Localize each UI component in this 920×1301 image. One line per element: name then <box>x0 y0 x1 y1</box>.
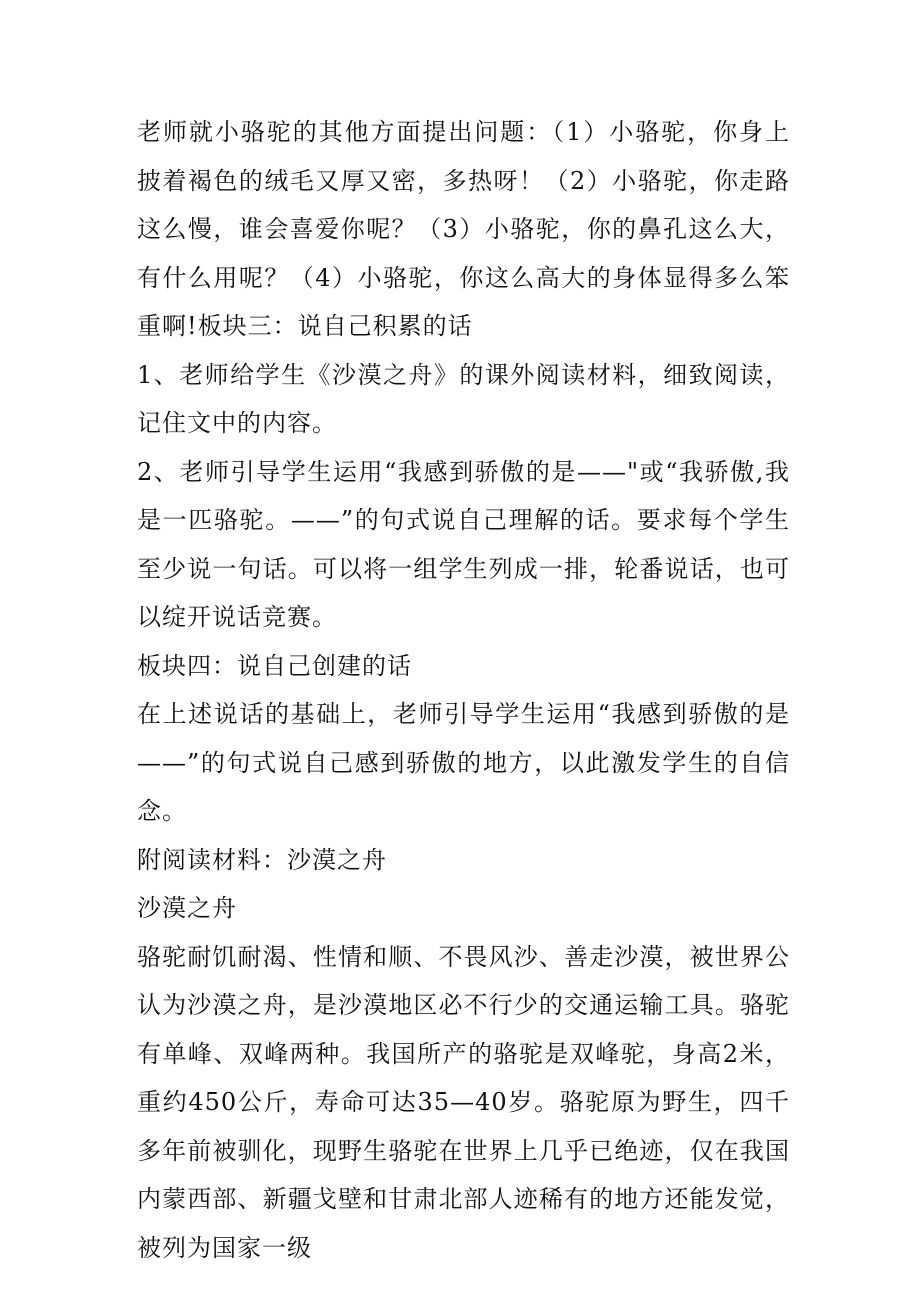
paragraph-step-2: 2、老师引导学生运用“我感到骄傲的是——"或“我骄傲,我是一匹骆驼。——”的句式说自己理解的话。要求每个学生至少说一句话。可以将一组学生列成一排，轮番说话，也可以绽开说话竞赛。 <box>137 457 790 631</box>
paragraph-questions: 老师就小骆驼的其他方面提出问题：（1）小骆驼，你身上披着褐色的绒毛又厚又密，多热呀！（2）小骆驼，你走路这么慢，谁会喜爱你呢？（3）小骆驼，你的鼻孔这么大，有什么用呢？（4）小骆驼，你这么高大的身体显得多么笨重啊!板块三：说自己积累的话 <box>137 118 790 340</box>
paragraph-step-1: 1、老师给学生《沙漠之舟》的课外阅读材料，细致阅读，记住文中的内容。 <box>137 360 790 437</box>
reading-body: 骆驼耐饥耐渴、性情和顺、不畏风沙、善走沙漠，被世界公认为沙漠之舟，是沙漠地区必不行少的交通运输工具。骆驼有单峰、双峰两种。我国所产的骆驼是双峰驼，身高2米，重约450公斤，寿命可达35—40岁。骆驼原为野生，四千多年前被驯化，现野生骆驼在世界上几乎已绝迹，仅在我国内蒙西部、新疆戈壁和甘肃北部人迹稀有的地方还能发觉，被列为国家一级 <box>137 942 790 1262</box>
paragraph-block-four: 在上述说话的基础上，老师引导学生运用“我感到骄傲的是——”的句式说自己感到骄傲的地方，以此激发学生的自信念。 <box>137 700 790 825</box>
reading-title: 沙漠之舟 <box>137 894 237 922</box>
section-heading-block-four: 板块四：说自己创建的话 <box>137 651 412 680</box>
appendix-heading: 附阅读材料：沙漠之舟 <box>137 845 387 874</box>
